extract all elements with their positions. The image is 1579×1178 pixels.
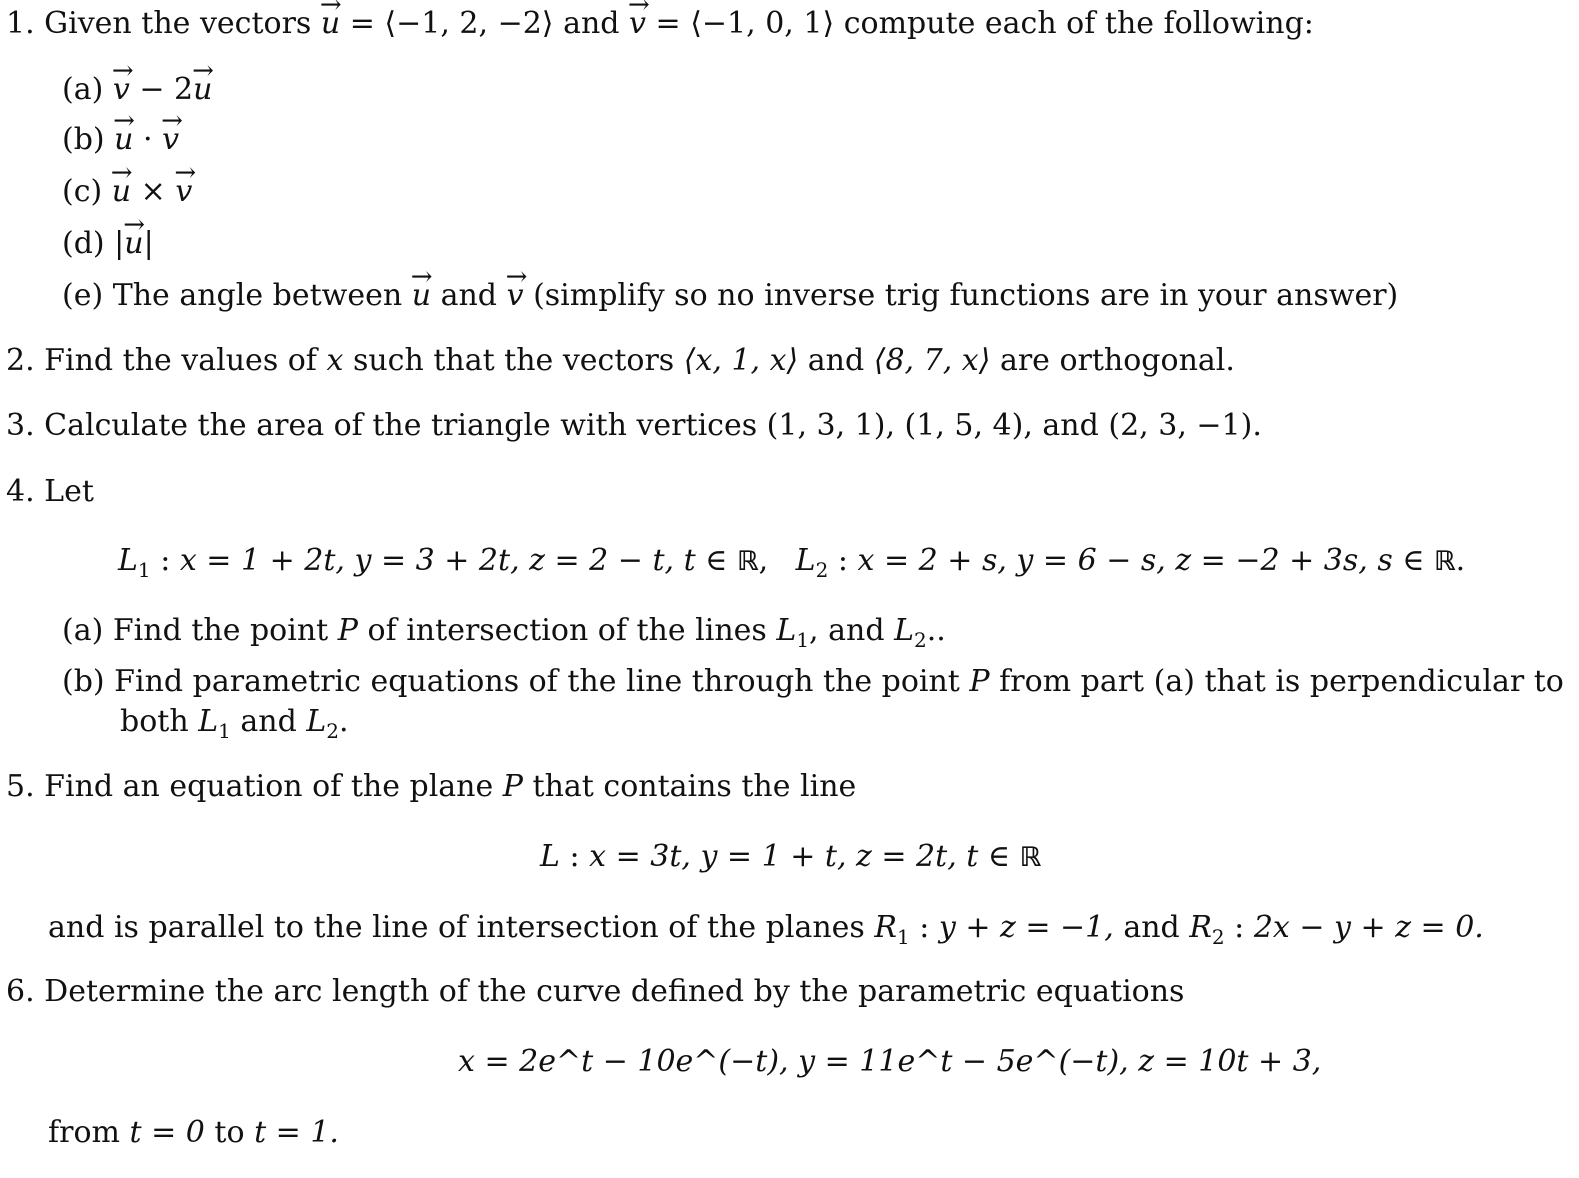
problem-1b: (b) → u · → v <box>62 122 179 158</box>
problem-6-range: from t = 0 to t = 1. <box>48 1115 339 1150</box>
problem-2-number: 2. <box>6 343 35 378</box>
problem-5-statement: 5. Find an equation of the plane P that contains the line <box>6 769 857 804</box>
problem-4b-continued: both $L_1$ and $L_2$. <box>120 704 349 743</box>
problem-2-statement: 2. Find the values of x such that the vectors ⟨x, 1, x⟩ and ⟨8, 7, x⟩ are orthogonal. <box>6 343 1235 378</box>
problem-4-statement: 4. Let <box>6 474 94 509</box>
problem-1c: (c) → u × → v <box>62 174 192 210</box>
problem-5-number: 5. <box>6 769 35 804</box>
parametric-equations: x = 2e^t − 10e^(−t), y = 11e^t − 5e^(−t), z = 10t + 3, <box>458 1044 1322 1079</box>
vector-v: → v <box>629 6 646 42</box>
problem-4a: (a) Find the point P of intersection of the lines $L_1$, and $L_2$.. <box>62 613 946 652</box>
problem-1a: (a) → v − 2→ u <box>62 72 212 108</box>
problem-6-statement: 6. Determine the arc length of the curve defined by the parametric equations <box>6 974 1185 1009</box>
problem-1-statement: 1. Given the vectors → u = ⟨−1, 2, −2⟩ and → v = ⟨−1, 0, 1⟩ compute each of the following: <box>6 6 1314 42</box>
L2-equation: x = 2 + s, y = 6 − s, z = −2 + 3s, s ∈ <box>857 543 1425 578</box>
lines-L1-L2-equations: $L_1$ : x = 1 + 2t, y = 3 + 2t, z = 2 − t, t ∈ ℝ, $L_2$ : x = 2 + s, y = 6 − s, z = −2 + 3s, s ∈ ℝ. <box>118 543 1466 582</box>
L1-equation: x = 1 + 2t, y = 3 + 2t, z = 2 − t, t ∈ <box>179 543 728 578</box>
problem-6-number: 6. <box>6 974 35 1009</box>
problem-4b: (b) Find parametric equations of the line through the point P from part (a) that is perpendicular to <box>62 664 1564 699</box>
problem-5-planes: and is parallel to the line of intersection of the planes $R_1$ : y + z = −1, and $R_2$ : 2x − y + z = 0. <box>48 910 1484 949</box>
problem-1-number: 1. <box>6 6 35 41</box>
problem-1d: (d) |→ u| <box>62 226 154 262</box>
line-L-equation: L : x = 3t, y = 1 + t, z = 2t, t ∈ ℝ <box>540 839 1042 874</box>
vector-u: → u <box>321 6 340 42</box>
problem-3-number: 3. <box>6 408 35 443</box>
problem-3-statement: 3. Calculate the area of the triangle with vertices (1, 3, 1), (1, 5, 4), and (2, 3, −1). <box>6 408 1262 443</box>
problem-4-number: 4. <box>6 474 35 509</box>
problem-1e: (e) The angle between → u and → v (simplify so no inverse trig functions are in your answer) <box>62 278 1398 314</box>
